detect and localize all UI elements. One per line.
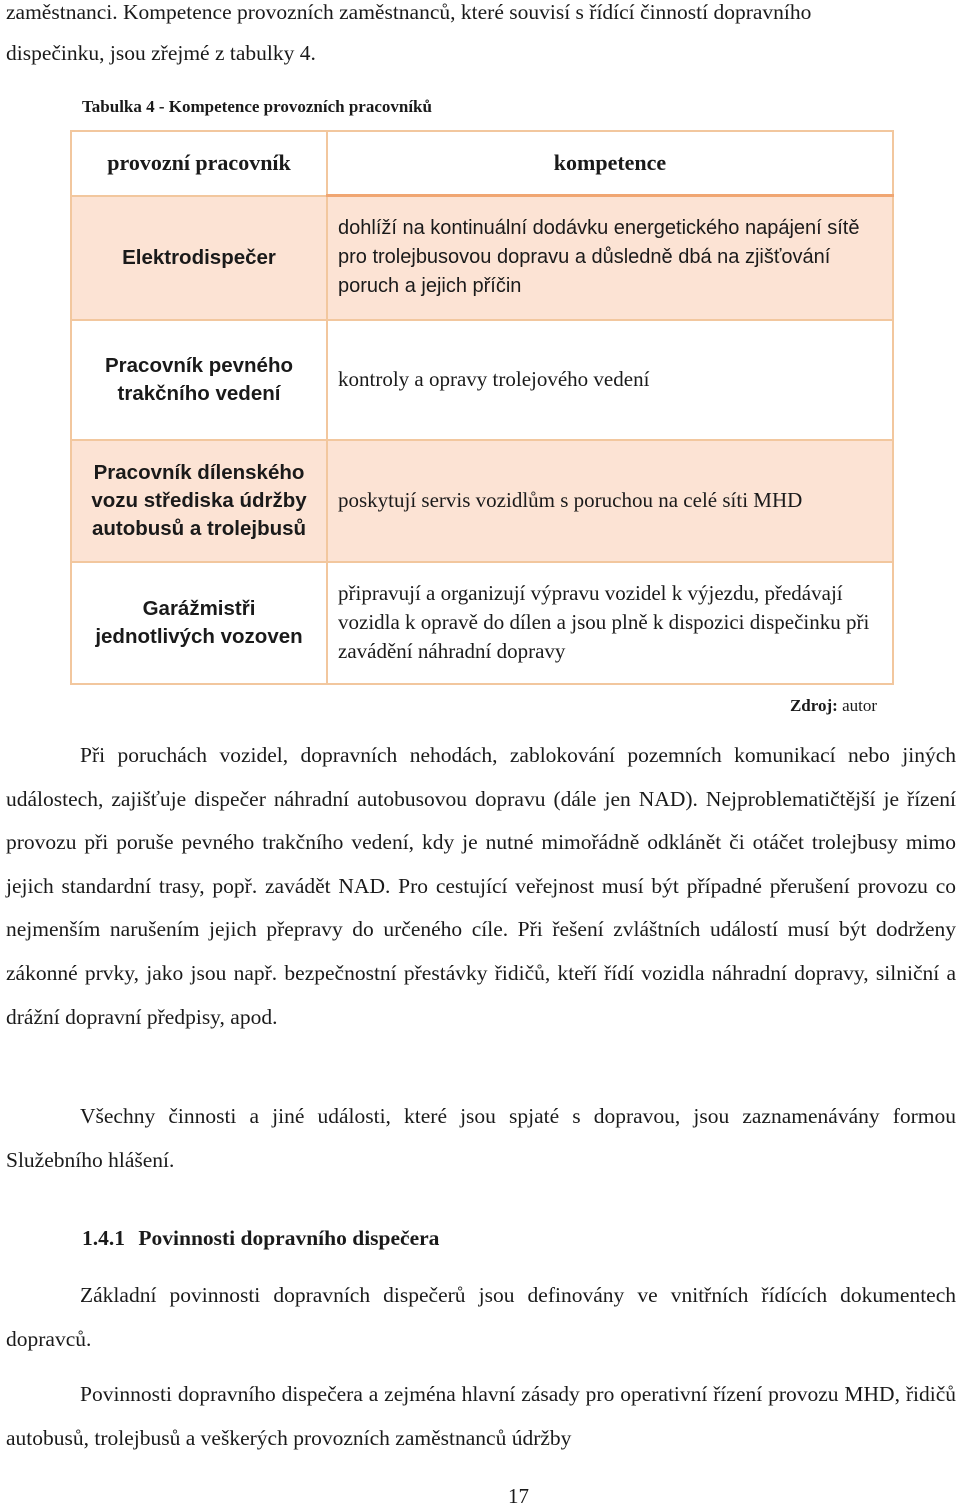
paragraph-text: Při poruchách vozidel, dopravních nehodách, zablokování pozemních komunikací nebo jiných událostech, zajišťuje dispečer náhradní autobusovou dopravu (dále jen NAD). Nejproblematičtější je řízení provozu při poruše pevného trakčního vedení, kdy je nutné mimořádně odklánět či otáčet trolejbusy mimo jejich standardní trasy, popř. zavádět NAD. Pro cestující veřejnost musí být případné přerušení provozu co nejmenším narušením jejich přepravy do určeného cíle. Při řešení zvláštních událostí musí být dodrženy zákonné prvky, jako jsou např. bezpečnostní přestávky řidičů, kteří řídí vozidla náhradní dopravy, silniční a drážní dopravní předpisy, apod. — [6, 743, 956, 1029]
table-row — [71, 320, 893, 440]
section-title: Povinnosti dopravního dispečera — [138, 1226, 440, 1250]
competence-cell: kontroly a opravy trolejového vedení — [327, 320, 893, 440]
table-caption: Tabulka 4 - Kompetence provozních pracovníků — [82, 97, 432, 116]
table-row — [71, 196, 893, 320]
paragraph-text: Základní povinnosti dopravních dispečerů jsou definovány ve vnitřních řídících dokumentech dopravců. — [6, 1283, 956, 1351]
role-cell: Pracovník pevného trakčního vedení — [71, 320, 327, 440]
header-role: provozní pracovník — [71, 131, 327, 196]
competence-cell: dohlíží na kontinuální dodávku energetického napájení sítě pro trolejbusovou dopravu a důsledně dbá na zjišťování poruch a jejich příčin — [327, 196, 893, 320]
paragraph — [6, 1095, 956, 1182]
role-cell: Garážmistři jednotlivých vozoven — [71, 562, 327, 684]
page-number: 17 — [508, 1484, 529, 1508]
competence-cell: připravují a organizují výpravu vozidel k výjezdu, předávají vozidla k opravě do dílen a jsou plně k dispozici dispečinku při zavádění náhradní dopravy — [327, 562, 893, 684]
paragraph — [6, 734, 956, 1039]
paragraph — [6, 1373, 956, 1460]
paragraph-text: Povinnosti dopravního dispečera a zejména hlavní zásady pro operativní řízení provozu MHD, řidičů autobusů, trolejbusů a veškerých provozních zaměstnanců údržby — [6, 1382, 956, 1450]
table-header-row — [71, 131, 893, 196]
intro-line-2: dispečinku, jsou zřejmé z tabulky 4. — [6, 41, 316, 65]
competence-table — [70, 130, 894, 685]
role-cell: Pracovník dílenského vozu střediska údržby autobusů a trolejbusů — [71, 440, 327, 562]
table-row — [71, 440, 893, 562]
source-label: Zdroj: — [789, 696, 838, 715]
table-row — [71, 562, 893, 684]
paragraph — [6, 1274, 956, 1361]
section-heading — [82, 1226, 439, 1251]
role-cell: Elektrodispečer — [71, 196, 327, 320]
paragraph-text: Všechny činnosti a jiné události, které jsou spjaté s dopravou, jsou zaznamenávány formou Služebního hlášení. — [6, 1104, 956, 1172]
source-value: autor — [842, 696, 877, 715]
table-source — [790, 696, 877, 716]
competence-cell: poskytují servis vozidlům s poruchou na celé síti MHD — [327, 440, 893, 562]
intro-line-1: zaměstnanci. Kompetence provozních zaměstnanců, které souvisí s řídící činností dopravního — [6, 0, 812, 24]
section-number: 1.4.1 — [82, 1226, 125, 1250]
header-competence: kompetence — [327, 131, 893, 196]
